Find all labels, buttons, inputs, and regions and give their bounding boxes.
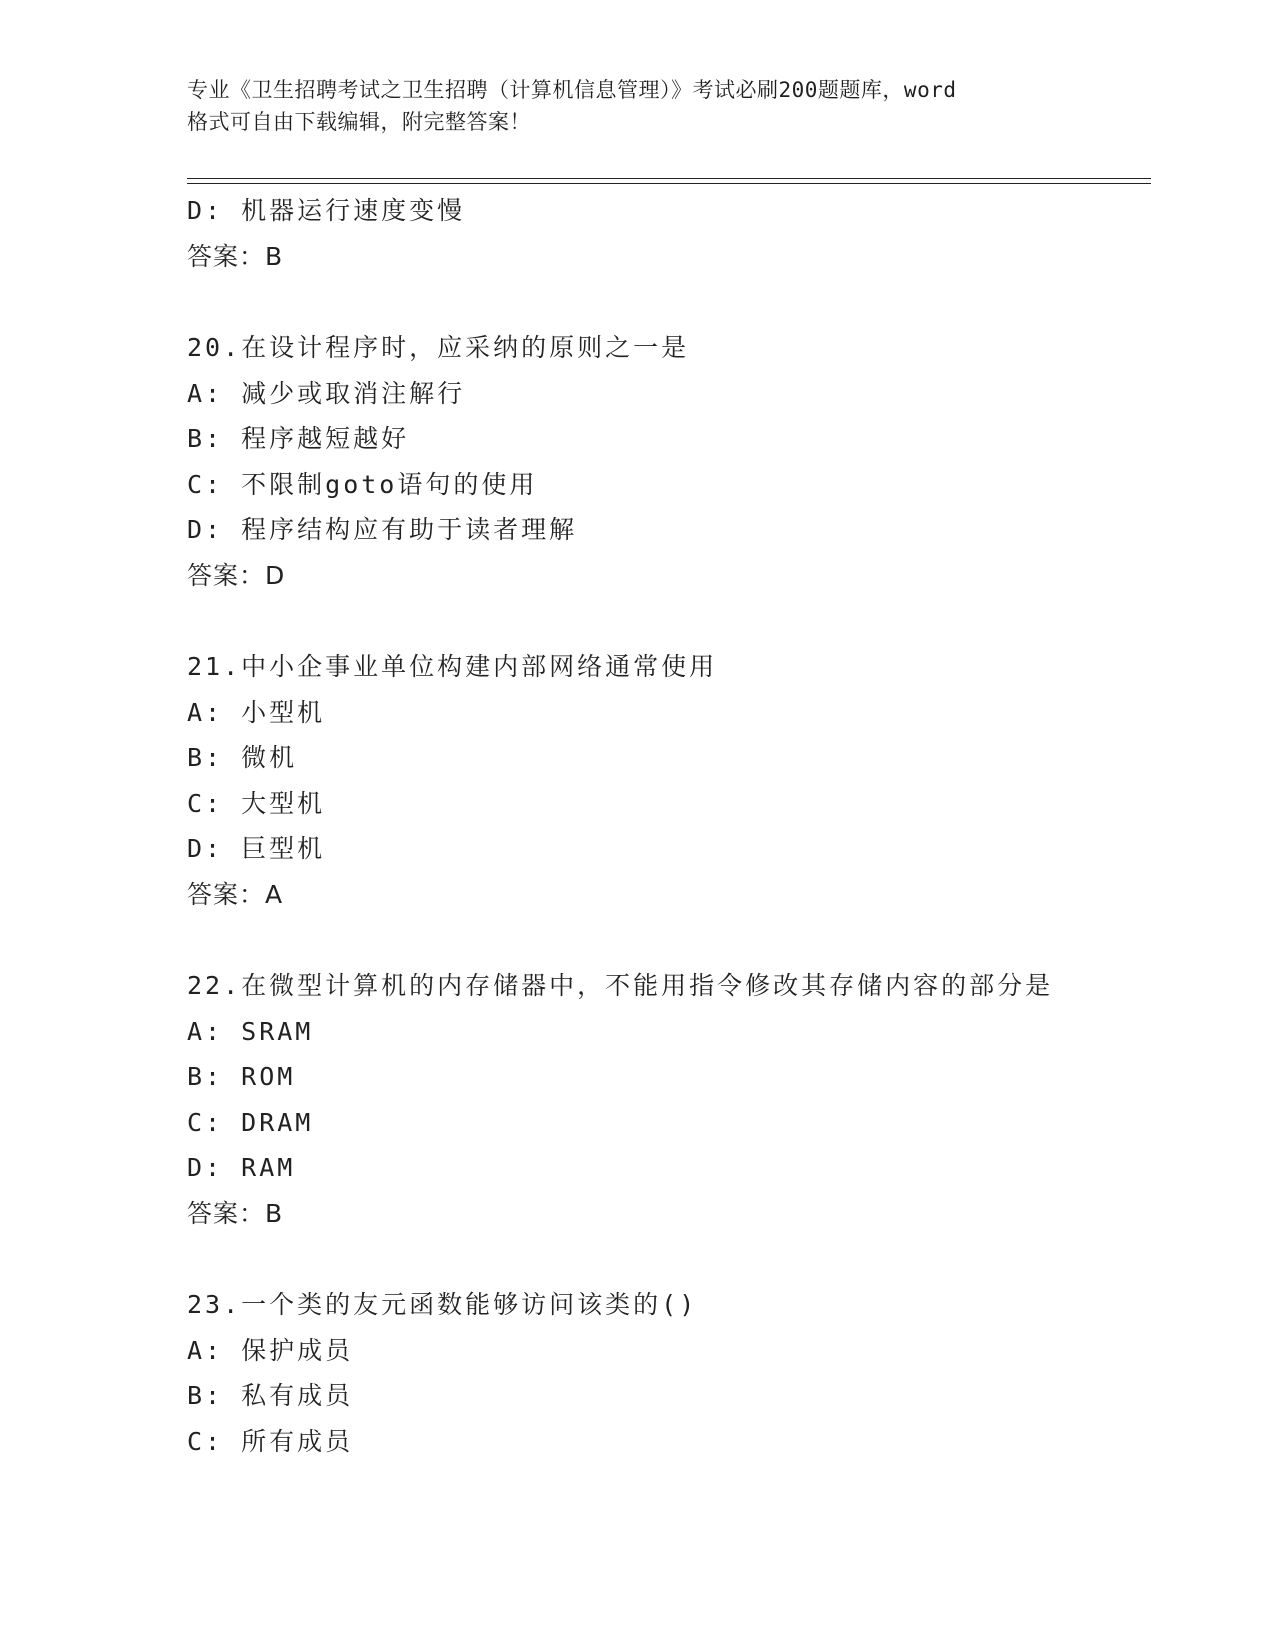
question-list — [187, 188, 1147, 1464]
spacer — [187, 917, 1147, 963]
option-d: D: 机器运行速度变慢 — [187, 196, 466, 225]
option-b: B: 私有成员 — [187, 1381, 354, 1410]
question-stem: 21.中小企事业单位构建内部网络通常使用 — [187, 652, 718, 681]
option-b: B: 程序越短越好 — [187, 424, 410, 453]
spacer — [187, 1236, 1147, 1282]
option-a: A: 保护成员 — [187, 1335, 354, 1365]
question-stem: 23.一个类的友元函数能够访问该类的() — [187, 1290, 698, 1319]
answer-line: 答案：B — [187, 1198, 284, 1228]
document-header — [187, 74, 1107, 138]
option-d: D: RAM — [187, 1153, 296, 1182]
option-b: B: ROM — [187, 1062, 296, 1091]
answer-line: 答案：D — [187, 560, 286, 590]
option-c: C: 不限制goto语句的使用 — [187, 469, 538, 499]
header-title-line-1: 专业《卫生招聘考试之卫生招聘（计算机信息管理）》考试必刷200题题库，word — [187, 78, 957, 102]
question-22 — [187, 963, 1147, 1236]
header-divider-bottom — [187, 183, 1151, 184]
option-c: C: DRAM — [187, 1107, 314, 1137]
option-c: C: 所有成员 — [187, 1426, 354, 1456]
question-stem: 22.在微型计算机的内存储器中，不能用指令修改其存储内容的部分是 — [187, 971, 1054, 1000]
header-divider-top — [187, 178, 1151, 179]
answer-line: 答案：A — [187, 879, 284, 909]
question-19-tail — [187, 188, 1147, 279]
answer-line: 答案：B — [187, 241, 284, 271]
header-title-line-2: 格式可自由下载编辑，附完整答案！ — [187, 110, 531, 134]
option-d: D: 程序结构应有助于读者理解 — [187, 515, 578, 544]
question-20 — [187, 325, 1147, 598]
option-c: C: 大型机 — [187, 788, 326, 818]
option-b: B: 微机 — [187, 743, 298, 772]
spacer — [187, 598, 1147, 644]
spacer — [187, 279, 1147, 325]
question-23 — [187, 1282, 1147, 1464]
option-a: A: SRAM — [187, 1016, 314, 1046]
option-a: A: 减少或取消注解行 — [187, 378, 466, 408]
option-d: D: 巨型机 — [187, 834, 326, 863]
option-a: A: 小型机 — [187, 697, 326, 727]
question-21 — [187, 644, 1147, 917]
question-stem: 20.在设计程序时，应采纳的原则之一是 — [187, 333, 690, 362]
